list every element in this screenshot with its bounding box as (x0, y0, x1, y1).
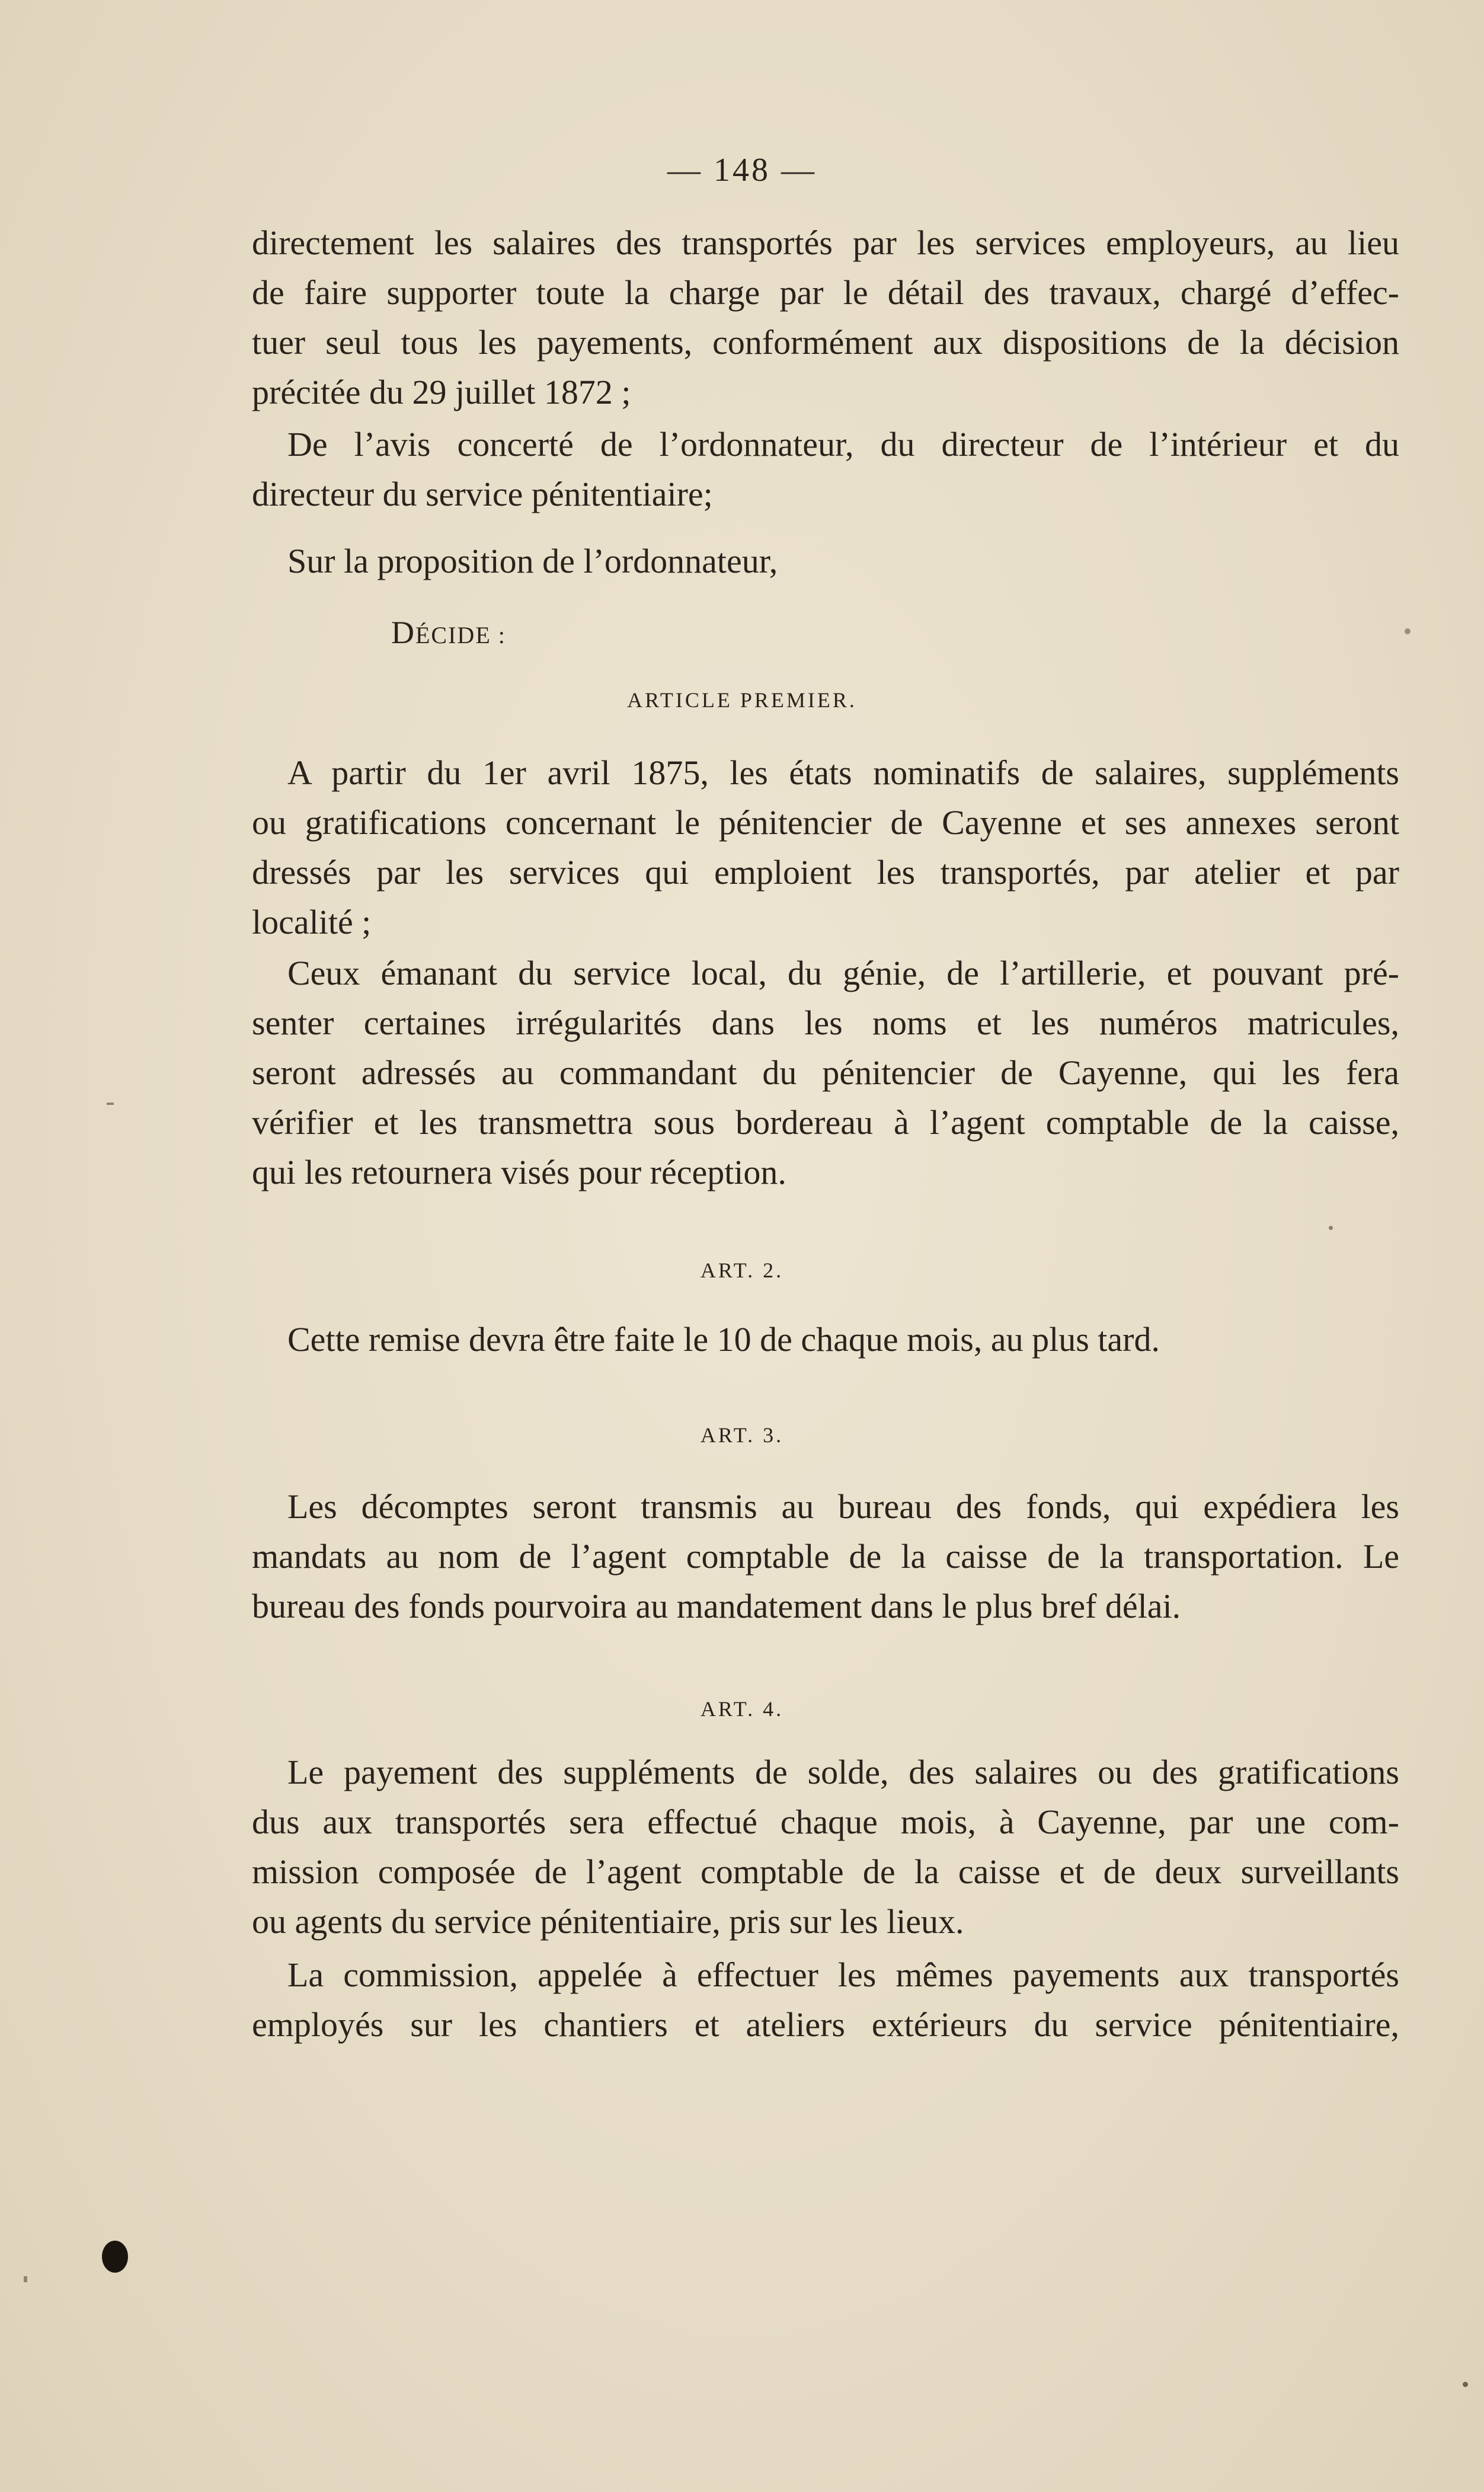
article-2-heading: ART. 2. (700, 1258, 784, 1282)
speck-mark (1405, 628, 1411, 634)
text-line: mission composée de l’agent comptable de la caisse et de deux surveillants (252, 1852, 1399, 1891)
text-line: vérifier et les transmettra sous bordereau à l’agent comptable de la caisse, (252, 1103, 1399, 1142)
text-line: tuer seul tous les payements, conformément aux dispositions de la décision (252, 323, 1399, 362)
text-line: employés sur les chantiers et ateliers extérieurs du service pénitentiaire, (252, 2005, 1399, 2044)
text-line: dressés par les services qui emploient les transportés, par atelier et par (252, 853, 1399, 892)
text-line: localité ; (252, 903, 372, 941)
article-3-heading: ART. 3. (700, 1423, 784, 1447)
text-line: dus aux transportés sera effectué chaque mois, à Cayenne, par une com- (252, 1803, 1399, 1841)
paragraph-proposition (252, 536, 1399, 586)
speck-mark (1463, 2382, 1468, 2387)
text-line: directeur du service pénitentiaire; (252, 475, 713, 513)
edge-scratch-mark (24, 2276, 27, 2282)
text-line: bureau des fonds pourvoira au mandatement dans le plus bref délai. (252, 1587, 1181, 1625)
article-4-paragraph-2 (252, 1950, 1399, 2050)
text-line: Le payement des suppléments de solde, des salaires ou des gratifications (287, 1753, 1399, 1791)
text-line: ou agents du service pénitentiaire, pris sur les lieux. (252, 1902, 964, 1941)
text-line: mandats au nom de l’agent comptable de la caisse de la transportation. Le (252, 1537, 1399, 1576)
text-line: seront adressés au commandant du pénitencier de Cayenne, qui les fera (252, 1053, 1399, 1092)
article-1-paragraph-2 (252, 948, 1399, 1197)
text-line: De l’avis concerté de l’ordonnateur, du directeur de l’intérieur et du (287, 425, 1399, 464)
article-4-paragraph-1 (252, 1747, 1399, 1947)
ink-blot-mark (102, 2241, 128, 2273)
article-1-heading: ARTICLE PREMIER. (627, 688, 857, 712)
text-line: Les décomptes seront transmis au bureau des fonds, qui expédiera les (287, 1487, 1399, 1526)
text-line: Ceux émanant du service local, du génie, de l’artillerie, et pouvant pré- (287, 954, 1399, 992)
text-line: Sur la proposition de l’ordonnateur, (287, 542, 778, 580)
decide-rest: ÉCIDE : (415, 622, 506, 648)
text-line: Cette remise devra être faite le 10 de chaque mois, au plus tard. (287, 1320, 1160, 1359)
paragraph-intro (252, 218, 1399, 417)
text-line: de faire supporter toute la charge par le détail des travaux, chargé d’effec- (252, 273, 1399, 312)
decide-initial: D (391, 615, 415, 650)
article-3-paragraph (252, 1482, 1399, 1631)
edge-scratch-mark (107, 1103, 114, 1105)
text-line: A partir du 1er avril 1875, les états nominatifs de salaires, suppléments (287, 753, 1399, 792)
speck-mark (1329, 1226, 1333, 1230)
text-line: senter certaines irrégularités dans les noms et les numéros matricules, (252, 1004, 1399, 1042)
decide-heading (391, 614, 506, 651)
paragraph-avis (252, 420, 1399, 519)
article-2-paragraph (252, 1315, 1399, 1365)
text-line: ou gratifications concernant le pénitencier de Cayenne et ses annexes seront (252, 803, 1399, 842)
article-1-paragraph-1 (252, 748, 1399, 947)
page-number: — 148 — (667, 152, 817, 189)
text-line: qui les retournera visés pour réception. (252, 1153, 786, 1191)
text-line: directement les salaires des transportés par les services employeurs, au lieu (252, 223, 1399, 262)
article-4-heading: ART. 4. (700, 1697, 784, 1721)
text-line: précitée du 29 juillet 1872 ; (252, 373, 631, 411)
text-line: La commission, appelée à effectuer les mêmes payements aux transportés (287, 1956, 1399, 1994)
